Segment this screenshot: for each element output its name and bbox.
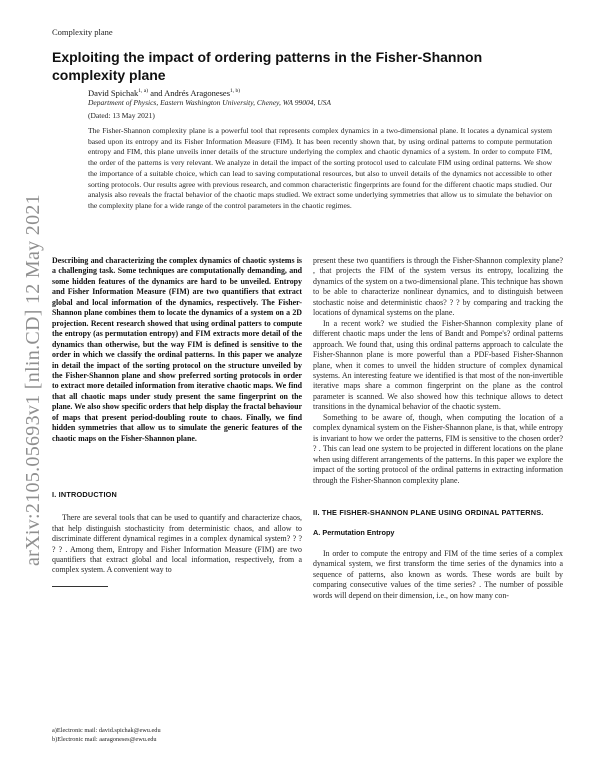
affiliation: Department of Physics, Eastern Washington University, Cheney, WA 99004, USA — [88, 98, 331, 107]
abstract: The Fisher-Shannon complexity plane is a powerful tool that represents complex dynamics in a two-dimensional plane. It locates a dynamical system based upon its entropy and its Fisher Information Measure (FIM). It has been recently shown that, by using ordinal patterns to compute permutation entropy and FIM, this plane unveils inner details of the structure underlying the complex and chaotic dynamics of a system. In order to compute FIM, the order of the patterns is very relevant. We analyze in detail the impact of the sorting protocol used to calculate FIM using ordinal patterns. We show the importance of a suitable choice, which can lead to saving computational resources, but also to unveil details of the dynamics not accessible to other sorting protocols. Our results agree with previous research, and common characteristic fingerprints are found for the different chaotic maps studied. Our analysis also reveals the fractal behavior of the chaotic maps studied. We extract some underlying symmetries that allow us to simulate the behavior on the complexity plane for a wide range of the control parameters in the chaotic regimes. — [88, 126, 552, 210]
section-spacer — [313, 518, 563, 528]
body-paragraph: present these two quantifiers is through the Fisher-Shannon complexity plane? , that projects the FIM of the system versus its entropy, localizing the dynamics of the system on a two-dimensional plane. This technique has shown to be able to characterize nonlinear dynamics, and to distinguish between stochastic noise and deterministic chaos? ? ? by comparing and tracking the locations of dynamical systems on the plane. — [313, 256, 563, 318]
date-line: (Dated: 13 May 2021) — [88, 111, 155, 120]
author-name: Andrés Aragoneses — [164, 88, 230, 98]
section-heading-fisher-shannon: II. THE FISHER-SHANNON PLANE USING ORDINAL PATTERNS. — [313, 507, 544, 517]
footnote-email: b)Electronic mail: aaragoneses@ewu.edu — [52, 736, 157, 743]
subsection-heading-permutation-entropy: A. Permutation Entropy — [313, 527, 395, 537]
body-paragraph: In a recent work? we studied the Fisher-Shannon complexity plane of different chaotic maps under the lens of Bandt and Pompe's? ordinal patterns approach. We found that, using this ordinal patterns approach to calculate the Fisher-Shannon plane is more powerful than a PDF-based Fisher-Shannon plane, when it comes to unveil the hidden structure of complex dynamical systems. An interesting feature we identified is that most of the non-invertible iterative maps share a common fingerprint on the plane as the control parameter is scanned. We also showed how this technique allows to detect transitions in the dynamical behavior of the chaotic system. — [313, 318, 563, 412]
running-header: Complexity plane — [52, 27, 113, 37]
lead-paragraph: Describing and characterizing the complex dynamics of chaotic systems is a challenging task. Some techniques are computationally demanding, and some hidden features of the dynamics are hard to be unveiled. Entropy and Fisher Information Measure (FIM) are two quantifiers that extract global and local information of the dynamics, respectively. The Fisher-Shannon plane combines them to locate the dynamics of a system on a 2D projection. Recent research showed that using ordinal patters to compute the entropy (as permutation entropy) and FIM extracts more detail of the dynamics than otherwise, but the way FIM is defined is sensitive to the order in which we classify the ordinal patterns. In this paper we analyze in detail the impact of the sorting protocol on the structure unveiled by the Fisher-Shannon plane and show preferred sorting protocols in order to extract more detailed information from iterative chaotic maps. We find that all chaotic maps under study present the same fingerprint on the plane. We also show specific orders that help display the fractal behaviour of maps that present period-doubling route to chaos. Finally, we find hidden symmetries that allow us to simulate the generic features of the chaotic maps on the Fisher-Shannon plane. — [52, 256, 302, 443]
left-column — [52, 256, 302, 587]
author-name: David Spichak — [88, 88, 139, 98]
footnote-spacer — [52, 576, 302, 586]
author-footnote-mark: 1, b) — [230, 88, 241, 95]
footnotes — [52, 726, 302, 744]
footnote-email: a)Electronic mail: david.spichak@ewu.edu — [52, 727, 161, 734]
body-paragraph: In order to compute the entropy and FIM of the time series of a complex dynamical system, we first transform the time series of the dynamics into a sequence of patterns, also known as words. These words are built by comparing consecutive values of the time series? . The number of possible words will depend on their dimension, i.e., on how many con- — [313, 548, 563, 600]
section-spacer — [313, 538, 563, 549]
paper-title: Exploiting the impact of ordering patterns in the Fisher-Shannon complexity plane — [52, 49, 483, 83]
right-column — [313, 256, 563, 601]
arxiv-identifier-stamp: arXiv:2105.05693v1 [nlin.CD] 12 May 2021 — [22, 194, 44, 566]
author-separator: and — [148, 88, 165, 98]
author-footnote-mark: 1, a) — [138, 88, 149, 95]
section-spacer — [52, 500, 302, 513]
intro-paragraph: There are several tools that can be used to quantify and characterize chaos, that help distinguish stochasticity from deterministic chaos, and allow to discriminate different dynamical regimes in a complex dynamical system? ? ? ? ? . Among them, Entropy and Fisher Information Measure (FIM) are two quantifiers that extract global and local information, respectively, from a complex system. A convenient way to — [52, 513, 302, 575]
author-list — [88, 88, 240, 98]
section-spacer — [52, 444, 302, 490]
footnote-divider — [52, 586, 108, 587]
section-heading-introduction: I. INTRODUCTION — [52, 490, 118, 500]
section-spacer — [313, 486, 563, 508]
body-paragraph: Something to be aware of, though, when computing the location of a complex dynamical system on the Fisher-Shannon plane, is that, while entropy is invariant to how we order the patterns, FIM is sensitive to the chosen order? ? . This can lead one system to be projected in different locations on the plane when using different arrangements of the patterns. In this paper we explore the impact of the sorting protocol of the ordinal patterns in extracting information through the Fisher-Shannon complexity plane. — [313, 412, 563, 485]
